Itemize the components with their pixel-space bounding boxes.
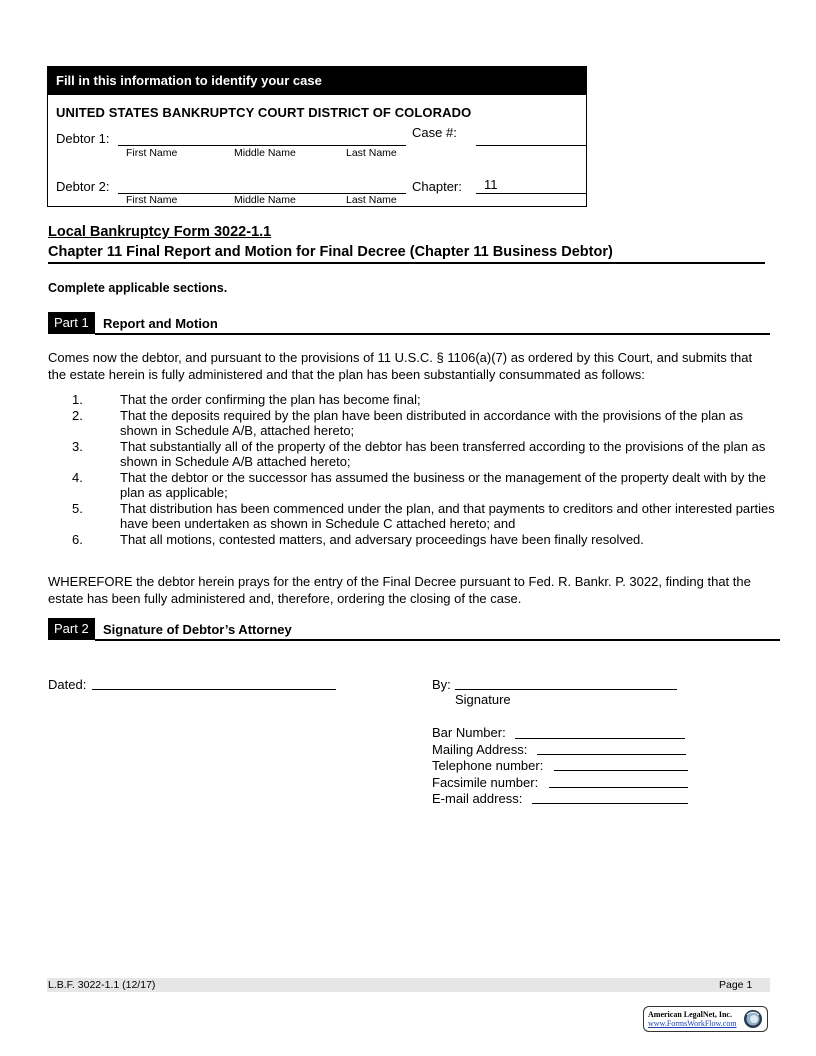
list-item-text: That distribution has been commenced under the plan, and that payments to creditors and other interested parties have been undertaken as shown in Schedule C attached hereto; and [120, 500, 775, 531]
list-item [48, 439, 778, 470]
mailing-address-field[interactable] [537, 754, 686, 755]
badge-company-name: American LegalNet, Inc. [648, 1010, 732, 1019]
part1-title: Report and Motion [103, 316, 218, 331]
part1-tag: Part 1 [48, 312, 95, 334]
case-number-field[interactable] [476, 145, 586, 146]
list-item [48, 532, 778, 548]
chapter-field[interactable] [476, 177, 586, 194]
debtor1-field[interactable] [118, 145, 406, 146]
bar-number-label: Bar Number: [432, 725, 506, 740]
case-number-label: Case #: [412, 125, 457, 140]
list-item-text: That all motions, contested matters, and adversary proceedings have been finally resolved. [120, 531, 644, 547]
list-item-text: That substantially all of the property of the debtor has been transferred according to the provisions of the plan as shown in Schedule A/B attached hereto; [120, 438, 766, 469]
dated-label: Dated: [48, 677, 87, 692]
email-field[interactable] [532, 803, 688, 804]
facsimile-field[interactable] [549, 787, 688, 788]
list-item-number: 6. [72, 531, 83, 547]
footer-form-code: L.B.F. 3022-1.1 (12/17) [48, 979, 156, 991]
email-label: E-mail address: [432, 791, 523, 806]
debtor2-middle-name-caption: Middle Name [234, 194, 296, 206]
footer-bar [47, 978, 770, 992]
list-item [48, 392, 778, 408]
telephone-field[interactable] [554, 770, 688, 771]
part2-title: Signature of Debtor’s Attorney [103, 622, 292, 637]
list-item-number: 1. [72, 392, 83, 407]
form-title: Chapter 11 Final Report and Motion for Final Decree (Chapter 11 Business Debtor) [48, 244, 613, 260]
part1-list [48, 392, 778, 547]
list-item-number: 5. [72, 500, 83, 516]
signature-field[interactable] [455, 689, 677, 690]
debtor2-label: Debtor 2: [56, 179, 110, 194]
list-item-number: 3. [72, 438, 83, 454]
bar-number-field[interactable] [515, 738, 685, 739]
case-box-header: Fill in this information to identify your case [48, 67, 586, 95]
chapter-label: Chapter: [412, 179, 462, 194]
globe-logo-icon [743, 1009, 763, 1029]
wherefore-paragraph: WHEREFORE the debtor herein prays for the entry of the Final Decree pursuant to Fed. R. Bankr. P. 3022, finding that the estate has been fully administered and, therefore, ordering the closing of the case. [48, 574, 751, 606]
mailing-address-label: Mailing Address: [432, 742, 528, 757]
list-item-text: That the deposits required by the plan have been distributed in accordance with the provisions of the plan as shown in Schedule A/B, attached hereto; [120, 407, 743, 438]
debtor1-last-name-caption: Last Name [346, 147, 397, 159]
court-name: UNITED STATES BANKRUPTCY COURT DISTRICT OF COLORADO [56, 105, 472, 120]
list-item [48, 408, 778, 439]
part1-intro: Comes now the debtor, and pursuant to the provisions of 11 U.S.C. § 1106(a)(7) as ordered by this Court, and submits that the estate herein is fully administered and that the plan has been substantially consummated as follows: [48, 350, 753, 382]
debtor2-last-name-caption: Last Name [346, 194, 397, 206]
debtor1-label: Debtor 1: [56, 131, 110, 146]
part2-tag: Part 2 [48, 618, 95, 640]
list-item-text: That the debtor or the successor has assumed the business or the management of the property dealt with by the plan as applicable; [120, 469, 767, 500]
chapter-value: 11 [484, 177, 498, 192]
debtor2-first-name-caption: First Name [126, 194, 178, 206]
facsimile-label: Facsimile number: [432, 775, 539, 790]
legalnet-badge[interactable] [643, 1006, 768, 1032]
part2-divider [95, 639, 780, 641]
debtor1-middle-name-caption: Middle Name [234, 147, 296, 159]
telephone-label: Telephone number: [432, 758, 544, 773]
part1-divider [95, 333, 770, 335]
form-number: Local Bankruptcy Form 3022-1.1 [48, 224, 272, 240]
footer-page-number: Page 1 [719, 979, 753, 991]
case-info-box [47, 66, 587, 207]
list-item-number: 4. [72, 469, 83, 485]
signature-caption: Signature [455, 692, 511, 707]
list-item [48, 470, 778, 501]
debtor1-first-name-caption: First Name [126, 147, 178, 159]
list-item [48, 501, 778, 532]
title-divider [48, 262, 765, 264]
list-item-text: That the order confirming the plan has become final; [120, 392, 421, 407]
dated-field[interactable] [92, 689, 336, 690]
by-label: By: [432, 677, 451, 692]
badge-url-link[interactable]: www.FormsWorkFlow.com [648, 1019, 737, 1028]
instructions: Complete applicable sections. [48, 281, 228, 295]
list-item-number: 2. [72, 407, 83, 423]
